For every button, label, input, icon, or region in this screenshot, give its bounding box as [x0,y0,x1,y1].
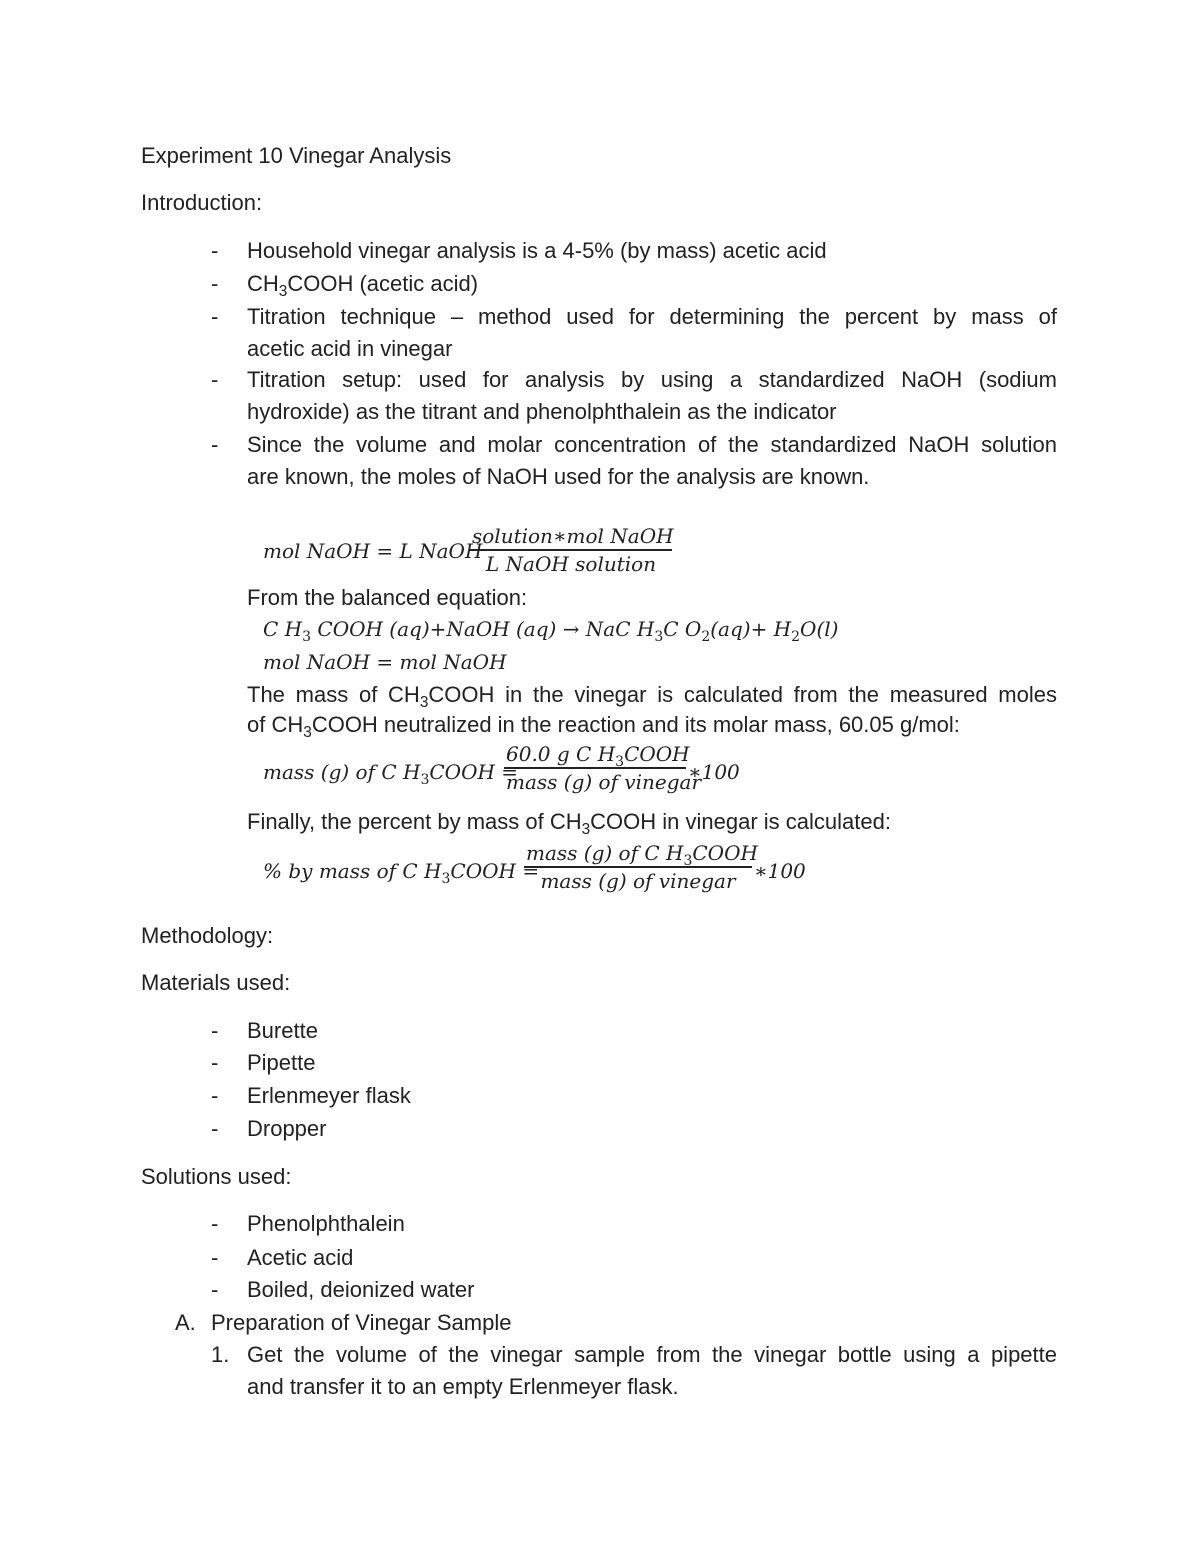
subscript: 3 [441,871,451,887]
equation-4-lhs [263,859,540,887]
equation-4-denominator: mass (g) of vinegar [540,869,736,893]
text-fragment: COOH in vinegar is calculated: [590,809,891,834]
introduction-heading: Introduction: [141,190,263,215]
text-fragment: COOH in the vinegar is calculated from the measured moles [428,682,1057,707]
equation-3-multiplier: ∗100 [688,760,740,784]
equation-3-denominator: mass (g) of vinegar [506,770,702,794]
fraction-bar [524,866,752,868]
bullet-dash: - [211,1245,219,1270]
text-fragment: COOH neutralized in the reaction and its molar mass, 60.05 g/mol: [311,712,960,737]
bullet-dash: - [211,1050,219,1075]
eq-fragment: COOH (aq)+NaOH (aq) → NaC H [311,617,655,641]
equation-1-numerator: solution∗mol NaOH [472,524,674,548]
solution-item: Boiled, deionized water [247,1277,475,1302]
subscript: 3 [581,821,591,838]
document-title: Experiment 10 Vinegar Analysis [141,143,452,168]
eq-fragment: mass (g) of C H [263,760,421,784]
bullet-dash: - [211,1211,219,1236]
eq-fragment: C O [663,617,702,641]
bullet-dash: - [211,238,219,263]
materials-heading: Materials used: [141,970,291,995]
bullet-dash: - [211,271,219,296]
subscript: 3 [303,724,312,741]
eq-fragment: COOH = [429,760,519,784]
equation-1-lhs: mol NaOH = L NaOH [263,539,483,563]
text-fragment: The mass of CH [247,682,420,707]
bullet-dash: - [211,1116,219,1141]
text-fragment: COOH (acetic acid) [287,271,479,296]
equation-3-lhs [263,760,519,788]
mole-ratio-equation: mol NaOH = mol NaOH [263,650,507,674]
intro-bullet-5-line-1: Since the volume and molar concentration of the standardized NaOH solution [247,432,1057,457]
subscript: 3 [683,853,693,869]
step-1-marker: 1. [211,1342,230,1367]
eq-fragment: 60.0 g C H [506,742,616,766]
solutions-heading: Solutions used: [141,1164,292,1189]
intro-bullet-2 [247,271,479,300]
intro-bullet-3-line-2: acetic acid in vinegar [247,336,453,361]
text-fragment: of CH [247,712,304,737]
material-item: Erlenmeyer flask [247,1083,411,1108]
mass-text-line-1 [247,682,1057,711]
eq-fragment: % by mass of C H [263,859,442,883]
fraction-bar [504,767,686,769]
eq-fragment: mass (g) of C H [526,841,684,865]
subscript: 2 [791,629,801,645]
section-a-marker: A. [175,1310,196,1335]
subscript: 3 [654,629,664,645]
bullet-dash: - [211,1083,219,1108]
bullet-dash: - [211,304,219,329]
step-1-line-2: and transfer it to an empty Erlenmeyer flask. [247,1374,679,1399]
bullet-dash: - [211,432,219,457]
equation-1-denominator: L NaOH solution [485,552,657,576]
equation-3-numerator [504,742,690,770]
bullet-dash: - [211,1277,219,1302]
methodology-heading: Methodology: [141,923,274,948]
material-item: Burette [247,1018,318,1043]
final-text [247,809,891,838]
subscript: 3 [302,629,312,645]
equation-1-fraction [470,524,672,576]
intro-bullet-4-line-2: hydroxide) as the titrant and phenolphthalein as the indicator [247,399,837,424]
subscript: 3 [278,283,288,300]
subscript: 3 [419,694,429,711]
equation-4-fraction [524,841,758,893]
subscript: 3 [615,754,625,770]
solution-item: Acetic acid [247,1245,354,1270]
intro-bullet-1: Household vinegar analysis is a 4-5% (by mass) acetic acid [247,238,827,263]
material-item: Dropper [247,1116,327,1141]
equation-4-numerator [524,841,758,869]
material-item: Pipette [247,1050,316,1075]
bullet-dash: - [211,1018,219,1043]
equation-3-fraction [504,742,702,794]
intro-bullet-5-line-2: are known, the moles of NaOH used for the analysis are known. [247,464,870,489]
mass-text-line-2 [247,712,960,741]
intro-bullet-3-line-1: Titration technique – method used for determining the percent by mass of [247,304,1057,329]
bullet-dash: - [211,367,219,392]
section-a-title: Preparation of Vinegar Sample [211,1310,512,1335]
eq-fragment: COOH = [450,859,540,883]
eq-fragment: O(l) [800,617,839,641]
eq-fragment: COOH [692,841,758,865]
eq-fragment: COOH [624,742,690,766]
solution-item: Phenolphthalein [247,1211,405,1236]
balanced-equation-label: From the balanced equation: [247,585,528,610]
intro-bullet-4-line-1: Titration setup: used for analysis by using a standardized NaOH (sodium [247,367,1057,392]
equation-4-multiplier: ∗100 [754,859,806,883]
text-fragment: CH [247,271,279,296]
balanced-equation [263,617,839,645]
subscript: 2 [701,629,711,645]
fraction-bar [470,549,672,551]
text-fragment: Finally, the percent by mass of CH [247,809,582,834]
eq-fragment: C H [263,617,303,641]
step-1-line-1: Get the volume of the vinegar sample from the vinegar bottle using a pipette [247,1342,1057,1367]
subscript: 3 [420,772,430,788]
eq-fragment: (aq)+ H [710,617,792,641]
